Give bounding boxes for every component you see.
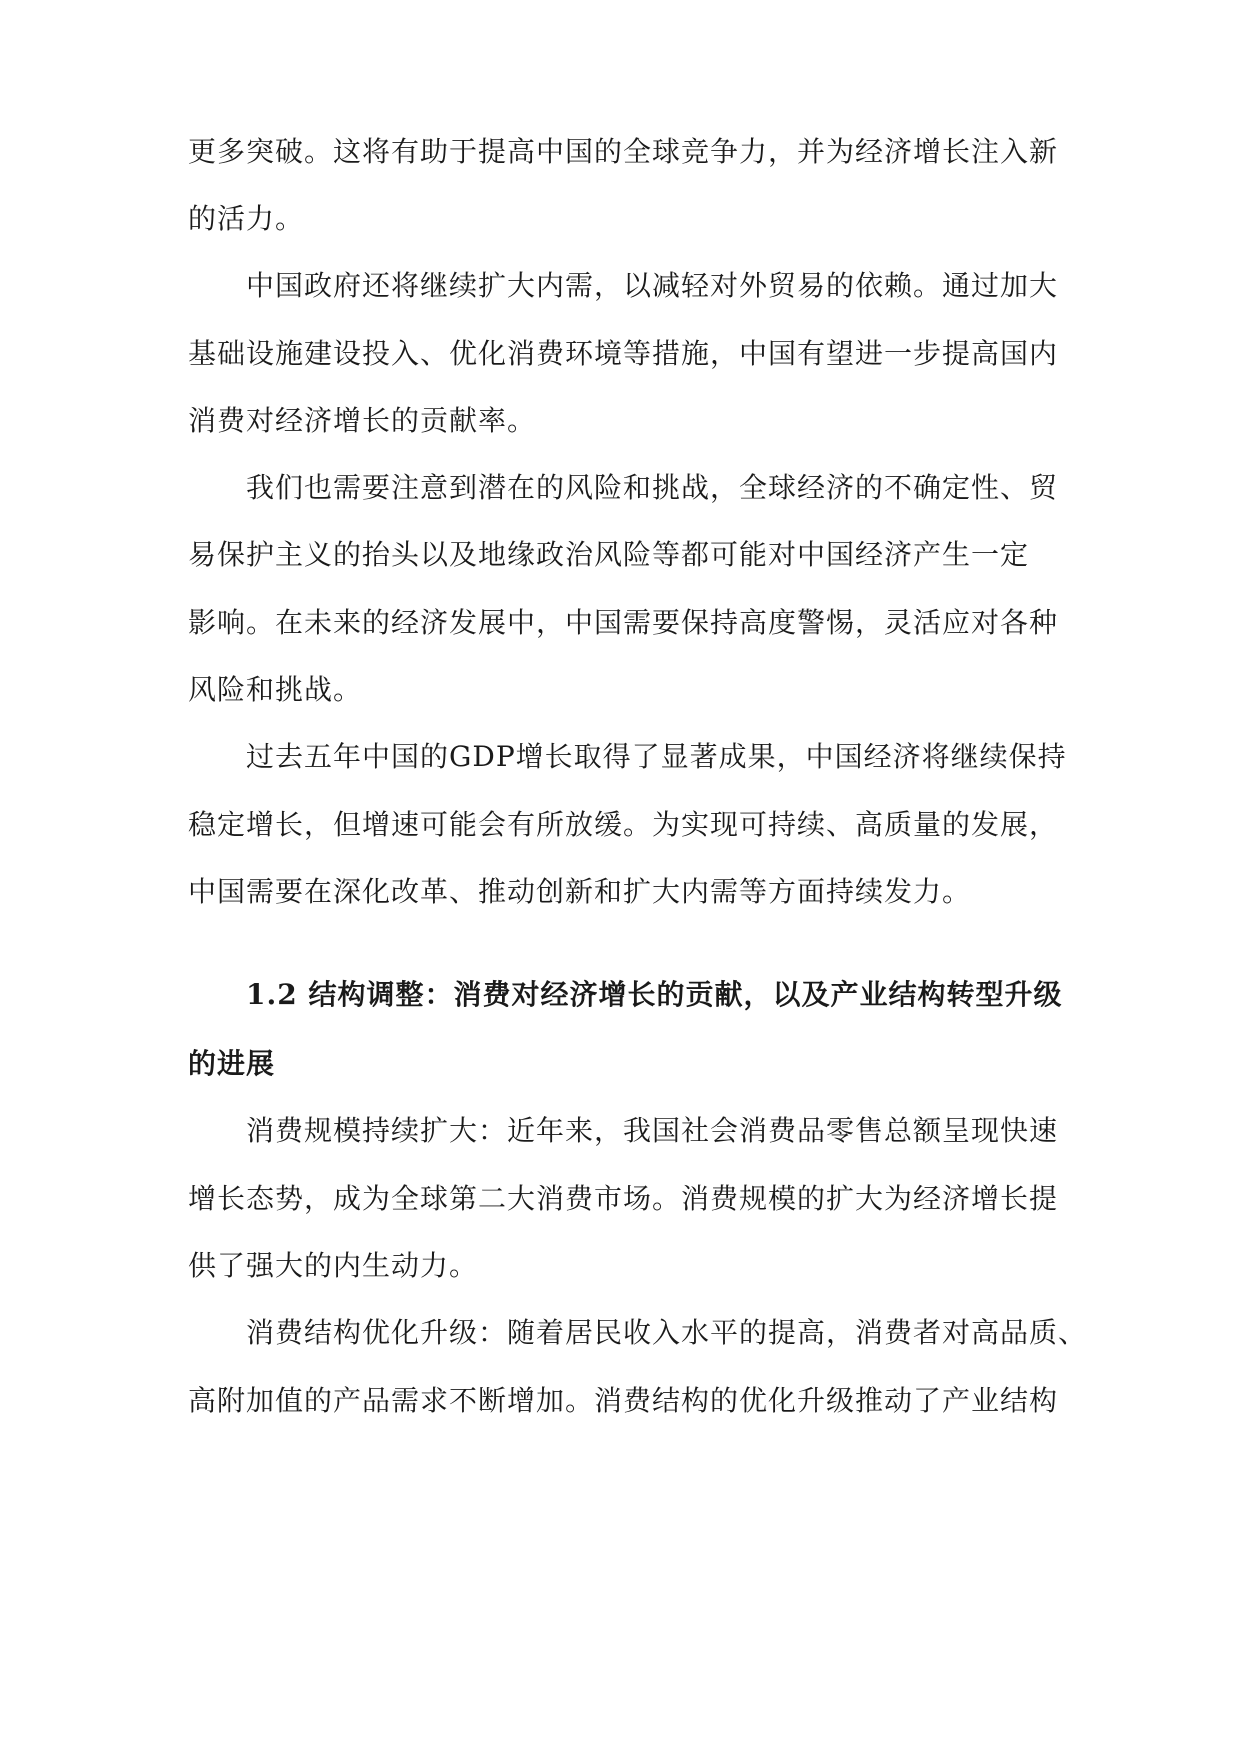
paragraph-3-line-3: 影响。在未来的经济发展中，中国需要保持高度警惕，灵活应对各种 xyxy=(188,606,1059,639)
paragraph-4-line-3: 中国需要在深化改革、推动创新和扩大内需等方面持续发力。 xyxy=(188,875,972,908)
paragraph-1-line-1: 更多突破。这将有助于提高中国的全球竞争力，并为经济增长注入新 xyxy=(188,135,1059,168)
paragraph-5-line-2: 增长态势，成为全球第二大消费市场。消费规模的扩大为经济增长提 xyxy=(188,1182,1059,1215)
paragraph-4-line-1: 过去五年中国的GDP增长取得了显著成果，中国经济将继续保持 xyxy=(246,740,1067,773)
paragraph-5-line-3: 供了强大的内生动力。 xyxy=(188,1249,479,1282)
paragraph-3-line-2: 易保护主义的抬头以及地缘政治风险等都可能对中国经济产生一定 xyxy=(188,538,1030,571)
paragraph-2-line-3: 消费对经济增长的贡献率。 xyxy=(188,404,537,437)
paragraph-1-line-2: 的活力。 xyxy=(188,202,305,235)
paragraph-6-line-1: 消费结构优化升级：随着居民收入水平的提高，消费者对高品质、 xyxy=(246,1316,1088,1349)
paragraph-2-line-1: 中国政府还将继续扩大内需，以减轻对外贸易的依赖。通过加大 xyxy=(246,269,1059,302)
section-heading-line-2: 的进展 xyxy=(188,1047,276,1080)
paragraph-5-line-1: 消费规模持续扩大：近年来，我国社会消费品零售总额呈现快速 xyxy=(246,1114,1059,1147)
paragraph-3-line-1: 我们也需要注意到潜在的风险和挑战，全球经济的不确定性、贸 xyxy=(246,471,1059,504)
section-heading-line-1: 1.2 结构调整：消费对经济增长的贡献，以及产业结构转型升级 xyxy=(246,978,1063,1011)
paragraph-3-line-4: 风险和挑战。 xyxy=(188,673,363,706)
paragraph-6-line-2: 高附加值的产品需求不断增加。消费结构的优化升级推动了产业结构 xyxy=(188,1384,1059,1417)
paragraph-2-line-2: 基础设施建设投入、优化消费环境等措施，中国有望进一步提高国内 xyxy=(188,337,1059,370)
paragraph-4-line-2: 稳定增长，但增速可能会有所放缓。为实现可持续、高质量的发展， xyxy=(188,808,1059,841)
